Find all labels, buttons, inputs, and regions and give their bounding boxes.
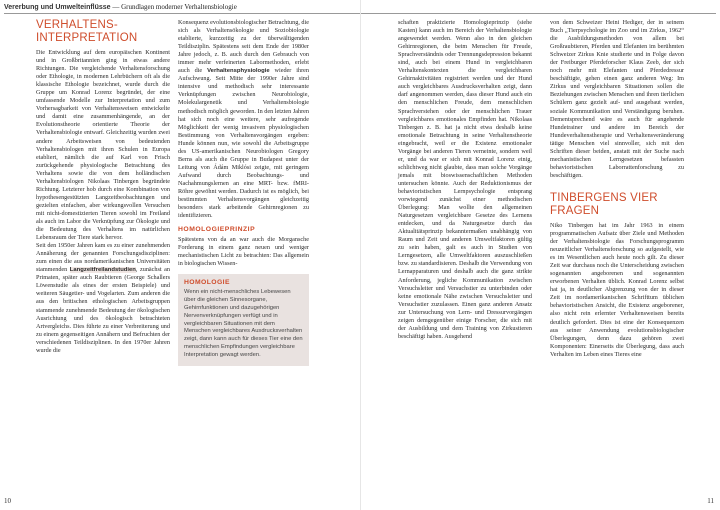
- section-title-verhaltensinterpretation: [36, 19, 170, 45]
- info-box-title: HOMOLOGIE: [184, 279, 230, 287]
- paragraph-text: Seit den 1950er Jahren kam es zu einer zunehmenden Annäherung der genannten Forschungsdisziplinen: zum einen die aus nordamerikanischen Universitäten stammenden: [36, 242, 170, 274]
- column-3: [398, 19, 532, 341]
- header-separator: —: [112, 3, 120, 11]
- emphasis-verhaltensphysiologie: Verhaltensphysiologie: [207, 68, 270, 75]
- paragraph: [178, 19, 309, 220]
- paragraph-text: Konsequenz evolutionsbiologischer Betrachtung, die sich als Verhaltensökologie und Soziobiologie etablierte, kurzzeitig zu der überwältigenden Teildisziplin. Spätestens seit dem Ende der 1980er Jahre jedoch, z. B. auch durch den Gebrauch von immer mehr verfeinerten Labormethoden, erlebt auch die: [178, 19, 309, 75]
- column-2: [178, 19, 309, 366]
- section-title-tinbergens-vier-fragen: [550, 192, 684, 218]
- running-header: [4, 3, 237, 11]
- header-section: Grundlagen moderner Verhaltensbiologie: [121, 3, 237, 11]
- title-line-2: INTERPRETATION: [36, 32, 138, 44]
- paragraph: Spätestens von da an war auch die Morgansche Forderung in einem ganz neuen und weniger mechanistischen Licht zu betrachten: Das allgemein in biologischen Wissen-: [178, 236, 309, 268]
- title-line-1: VERHALTENS-: [36, 19, 118, 31]
- paragraph: [36, 242, 170, 355]
- paragraph-text: , zunächst an Primaten, später auch Raubtieren (George Schallers Löwenstudie als eines der ersten Beispiele) und weiteren Säugetier- und Vogelarten. Zum anderen die aus den britischen ethologischen Arbeitsgruppen stammende zunehmende Bedeutung der ökologischen Ausrichtung und des ökologisch betrachteten Artvergleichs. Dies führte zu einer Verbreiterung und zu einem gegenseitigen Annähern und Befruchten der verschiedenen Teildisziplinen. In den 1970er Jahren wurde die: [36, 266, 170, 354]
- emphasis-langzeitfreilandstudien: Langzeitfreilandstudien: [69, 267, 136, 274]
- column-4: [550, 19, 684, 359]
- column-1: [36, 19, 170, 355]
- page-number-left: 10: [4, 497, 11, 505]
- paragraph: von dem Schweizer Heini Hediger, der in seinem Buch „Tierpsychologie im Zoo und im Zirkus, 1962“ die Ausbildungsmethoden von allem bei Großraubtieren, Pferden und Elefanten im berühmten Schweizer Zirkus Knie studierte und in Folge davon der Freiburger Pferdeforscher Klaus Zeeb, der sich noch mehr mit Elefanten und Pferdedressur beschäftigte, gehen einen ganz anderen Weg: Im Zirkus und vergleichbaren Situationen sollen die Beziehungen zwischen Menschen und ihren tierlichen Schülern ganz gezielt auf- und ausgebaut werden, soziale Kommunikation und Verständigung beruhen. Dementsprechend wäre es auch für angehende Hundetrainer und andere im Bereich der Hundeverhaltenstherapie und Verhaltensveränderung tätige Menschen viel sinnvoller, sich mit den Schriften dieser beiden, anstatt mit der Suche nach mechanistischen Lerngesetzen befassten behavioristischen Laborrattenforschung zu beschäftigen.: [550, 19, 684, 179]
- info-box-homologie: [178, 274, 309, 365]
- title-line-1: TINBERGENS VIER: [550, 191, 658, 204]
- paragraph-text: wieder ihren Aufschwung. Seit Mitte der 1990er Jahre sind intensive und methodisch sehr interessante Verknüpfungen zwischen Neurobiologie, Molekulargenetik und Verhaltensbiologie methodisch möglich geworden. In den letzten Jahren hat sich noch eine weitere, sehr aufregende Möglichkeit der wenig invasiven physiologischen Bestimmung von Verhaltensvorgängen ergeben: Hunde können nun, wie sowohl die Arbeitsgruppe des US-amerikanischen Neurobiologen Gregory Berns als auch die Gruppe in Budapest unter der Leitung von Ádám Miklósi zeigte, mit geringem Aufwand durch Beobachtungs- und Nachahmungslernen an eine MRT- bzw. fMRI-Röhre gewöhnt werden. Dadurch ist es möglich, bei bestimmten Verhaltensvorgängen gleichzeitig besonders stark arbeitende Gehirnregionen zu identifizieren.: [178, 67, 309, 220]
- info-box-text: Wenn ein nicht-menschliches Lebewesen über die gleichen Sinnesorgane, Gehirnfunktionen und dazugehörigen Nervenverknüpfungen verfügt und in vergleichbaren Situationen mit dem Menschen vergleichbares Ausdrucksverhalten zeigt, dann kann auch für dieses Tier eine den menschlichen Empfindungen vergleichbare Interpretation gewagt werden.: [184, 289, 303, 358]
- page-gutter: [360, 0, 361, 510]
- header-chapter: Vererbung und Umwelteinflüsse: [4, 4, 111, 11]
- title-line-2: FRAGEN: [550, 204, 600, 217]
- paragraph: Niko Tinbergen hat im Jahr 1963 in einem programmatischen Aufsatz über Ziele und Methoden der Verhaltensbiologie das Forschungsprogramm neuzeitlicher Verhaltensforschung so aufgestellt, wie es im Wesentlichen auch heute noch gilt. Zu dieser Zeit war durchaus noch die Unterscheidung zwischen sogenannten angeborenen und sogenannten erworbenen Verhalten üblich. Konrad Lorenz selbst hat ja, in deutlicher Abgrenzung von der in dieser Zeit im nordamerikanischen Schrifttum üblichen behavioristischen Ansicht, die Existenz angeborener, also nicht rein erlernter Verhaltensweisen bereits deutlich gefordert. Dies ist eine der Konsequenzen aus seiner Anwendung evolutionsbiologischer Überlegungen, denn dazu gehören zwei Komponenten: Einerseits die Überlegung, dass auch Verhalten im Leben eines Tieres eine: [550, 221, 684, 358]
- paragraph: schaften praktizierte Homologieprinzip (siehe Kasten) kann auch im Bereich der Verhaltensbiologie angewendet werden. Wenn also in den gleichen Gehirnregionen, die beim Menschen für Freude, Sprachverständnis oder Trennungsdepression bekannt sind, auch bei einem Hund in vergleichbaren Verhaltenskontexten die vergleichbaren Gehirnaktivitäten registriert werden und der Hund auch vergleichbares Ausdrucksverhalten zeigt, dann darf angenommen werden, dass dieser Hund auch ein den menschlichen Freude, dem menschlichen Sprachverstehen oder der menschlichen Trauer vergleichbares emotionales Empfinden hat. Nikolaas Tinbergen z. B. hat ja nicht etwa deshalb keine emotionale Betrachtung in seine Verhaltenstheorie eingebracht, weil er die Existenz emotionaler Vorgänge bei anderen Tieren verneinte, sondern weil er, und da war er sich mit Konrad Lorenz einig, schlichtweg nicht glaubte, dass man solche Vorgänge jemals mit bioswissenschaftlichen Methoden untersuchen könnte. Auch der Reduktionismus der behavioristischen Lernpsychologie entsprang vorwiegend zunächst einer methodischen Überlegung: Man wollte den allgemeinen Naturgesetzen vergleichbare Gesetze des Lernens entdecken, und da Naturgesetze durch das Aktualitätsprinzip bekanntermaßen unabhängig von Raum und Zeit und anderen Umweltfaktoren gültig zu sein haben, galt es auch in Studien von Lerngesetzen, alle Umweltfaktoren auszuschließen bzw. zu standardisieren. Deshalb die Verwendung von Lernapparaturen und deshalb auch die ganz strikte Anforderung, jegliche Kommunikation zwischen Versuchsleiter und Versuchstier zu unterbinden oder keine emotionale Nähe zwischen Versuchsleiter und Versuchstier zuzulassen. Einen ganz anderen Ansatz zur Untersuchung von Lern- und Dressurvorgängen zeigen demgegenüber einige Forscher, die sich mit der Ausbildung und dem Training von Zirkustieren beschäftigt haben. Ausgehend: [398, 19, 532, 340]
- page-number-right: 11: [707, 497, 714, 505]
- paragraph: Die Entwicklung auf dem europäischen Kontinent und in Großbritannien ging in etwas andere Richtungen. Die vergleichende Verhaltensforschung oder Ethologie, in modernen Lehrbüchern oft als die klassische Ethologie bezeichnet, wurde durch die Gruppe um Konrad Lorenz begründet, der eine umfassende Modelle zur Interpretation und zum Vorhersagbarkeit von Verhaltensweisen entwickelte und damit eine zusammenhängende, an der Evolutionstheorie orientierte Theorie der Verhaltensbiologie entwarf. Gleichzeitig wurden zwei andere Arbeitsweisen von bedeutenden Verhaltensbiologen mit ihren Schulen in Europa etabliert, nämlich die auf Karl von Frisch zurückgehende physiologische Betrachtung des Verhaltens sowie die von dem holländischen Verhaltensbiologen Nikolaas Tinbergen begründete Richtung. Letzterer hob durch eine Kombination von hypothesengestützten Langzeitbeobachtungen und gezielten einfachen, aber wirkungsvollen Versuchen mit nicht-domestizierten Tieren sowohl im Freiland als auch im Labor die Verknüpfung zur Ökologie und die Bedeutung des Verhaltens im natürlichen Lebensraum der Tiere stark hervor.: [36, 49, 170, 242]
- subheading-homologieprinzip: HOMOLOGIEPRINZIP: [178, 226, 256, 234]
